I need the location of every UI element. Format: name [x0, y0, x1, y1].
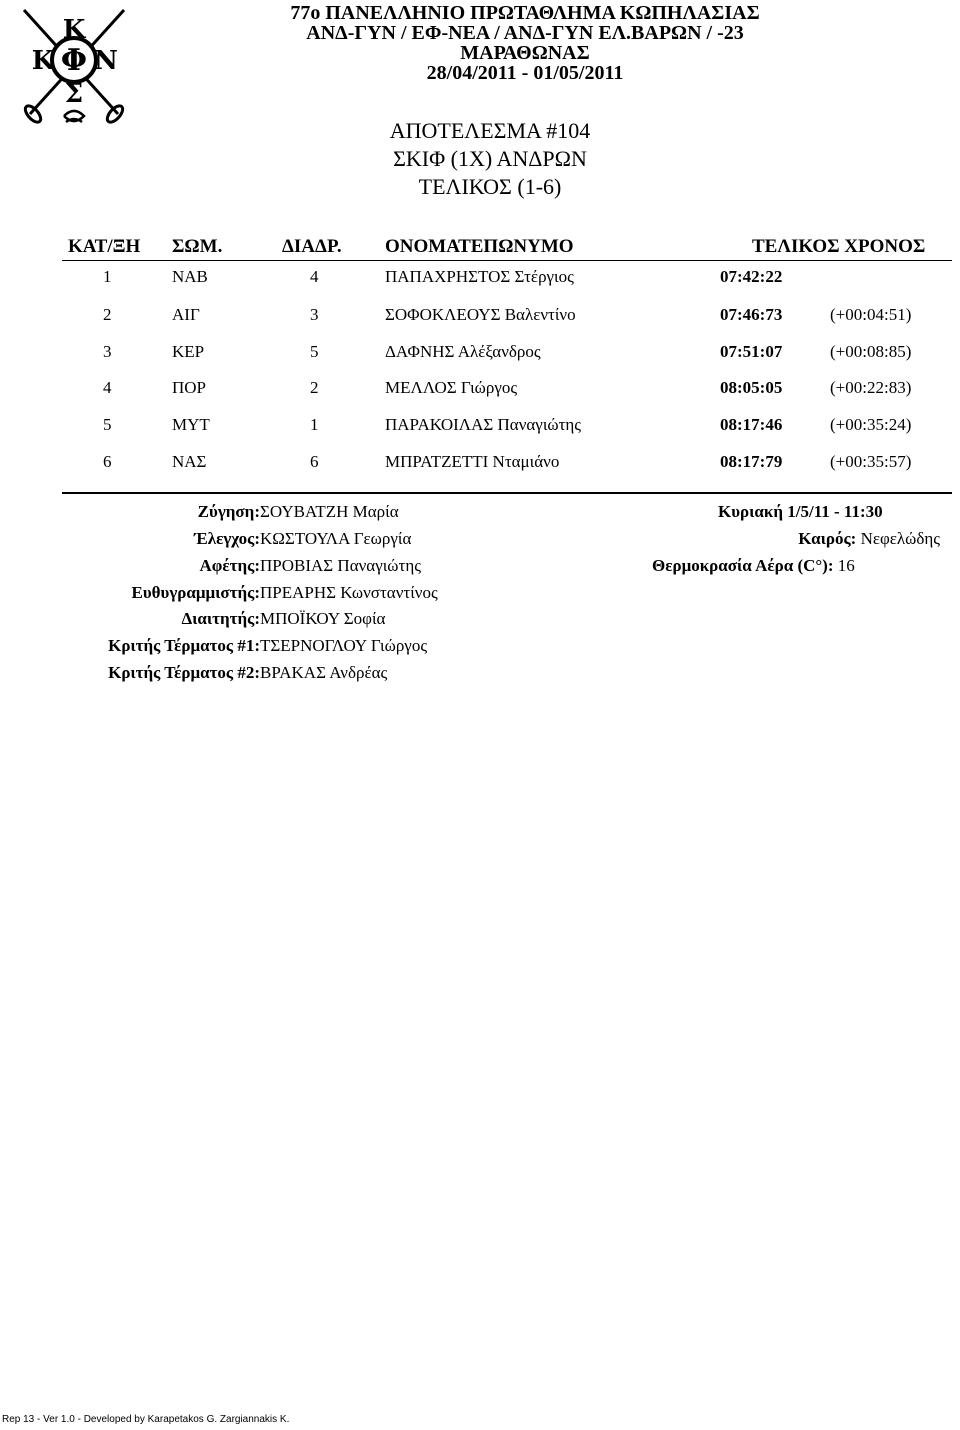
official-value: ΒΡΑΚΑΣ Ανδρέας	[260, 663, 388, 682]
official-label: Αφέτης:	[199, 556, 260, 575]
name-cell: ΔΑΦΝΗΣ Αλέξανδρος	[385, 342, 541, 361]
club-cell: ΠΟΡ	[172, 378, 207, 397]
rank-cell: 1	[103, 267, 112, 286]
logo-letter-sigma: Σ	[64, 79, 84, 109]
official-label: Διαιτητής:	[181, 609, 260, 628]
name-cell: ΣΟΦΟΚΛΕΟΥΣ Βαλεντίνο	[385, 305, 576, 324]
rank-cell: 4	[103, 378, 112, 397]
diff-cell: (+00:04:51)	[830, 305, 912, 324]
time-cell: 07:51:07	[720, 342, 783, 361]
name-cell: ΜΠΡΑΤΖΕΤΤΙ Νταμιάνο	[385, 452, 560, 471]
logo-letter-k: K	[62, 15, 86, 45]
name-cell: ΠΑΠΑΧΡΗΣΤΟΣ Στέργιος	[385, 267, 574, 286]
name-cell: ΠΑΡΑΚΟΙΛΑΣ Παναγιώτης	[385, 415, 582, 434]
club-cell: ΜΥΤ	[172, 415, 210, 434]
official-value: ΤΣΕΡΝΟΓΛΟΥ Γιώργος	[260, 636, 428, 655]
temperature-value: 16	[837, 556, 855, 575]
event-name: ΣΚΙΦ (1Χ) ΑΝΔΡΩΝ	[393, 146, 587, 171]
race-datetime: Κυριακή 1/5/11 - 11:30	[718, 502, 883, 521]
col-lane: ΔΙΑΔΡ.	[282, 236, 342, 257]
weather-value: Νεφελώδης	[860, 529, 940, 548]
championship-title: 77ο ΠΑΝΕΛΛΗΝΙΟ ΠΡΩΤΑΘΛΗΜΑ ΚΩΠΗΛΑΣΙΑΣ	[290, 2, 760, 24]
official-value: ΠΡΟΒΙΑΣ Παναγιώτης	[260, 556, 421, 575]
time-cell: 07:42:22	[720, 267, 783, 286]
col-rank: ΚΑΤ/ΞΗ	[68, 236, 141, 257]
logo-letter-n: N	[94, 46, 118, 76]
table-bottom-divider	[62, 492, 952, 494]
federation-logo	[18, 2, 130, 130]
col-name: ΟΝΟΜΑΤΕΠΩΝΥΜΟ	[385, 236, 574, 257]
air-temperature	[652, 556, 855, 576]
name-cell: ΜΕΛΛΟΣ Γιώργος	[385, 378, 518, 397]
logo-letter-k2: K	[31, 46, 55, 76]
club-cell: ΝΑΣ	[172, 452, 207, 471]
club-cell: ΑΙΓ	[172, 305, 200, 324]
official-label: Ευθυγραμμιστής:	[131, 583, 260, 602]
rank-cell: 6	[103, 452, 112, 471]
temperature-label: Θερμοκρασία Αέρα (C°):	[652, 556, 834, 575]
diff-cell: (+00:35:24)	[830, 415, 912, 434]
dates: 28/04/2011 - 01/05/2011	[426, 62, 624, 84]
time-cell: 08:05:05	[720, 378, 783, 397]
rank-cell: 2	[103, 305, 112, 324]
official-value: ΚΩΣΤΟΥΛΑ Γεωργία	[260, 529, 412, 548]
lane-cell: 1	[310, 415, 319, 434]
venue: ΜΑΡΑΘΩΝΑΣ	[460, 42, 590, 64]
header-divider	[62, 260, 952, 261]
col-time: ΤΕΛΙΚΟΣ ΧΡΟΝΟΣ	[752, 236, 926, 257]
rank-cell: 3	[103, 342, 112, 361]
weather	[798, 529, 940, 549]
official-value: ΜΠΟΪΚΟΥ Σοφία	[260, 609, 386, 628]
official-label: Κριτής Τέρματος #2:	[108, 663, 260, 682]
lane-cell: 5	[310, 342, 319, 361]
official-label: Κριτής Τέρματος #1:	[108, 636, 260, 655]
report-footer: Rep 13 - Ver 1.0 - Developed by Karapetakos G. Zargiannakis K.	[2, 1414, 290, 1425]
diff-cell: (+00:22:83)	[830, 378, 912, 397]
col-club: ΣΩΜ.	[172, 236, 223, 257]
categories-line: ΑΝΔ-ΓΥΝ / ΕΦ-ΝΕΑ / ΑΝΔ-ΓΥΝ ΕΛ.ΒΑΡΩΝ / -23	[306, 22, 744, 44]
diff-cell: (+00:35:57)	[830, 452, 912, 471]
time-cell: 08:17:46	[720, 415, 783, 434]
weather-label: Καιρός:	[798, 529, 857, 548]
club-cell: ΝΑΒ	[172, 267, 208, 286]
time-cell: 07:46:73	[720, 305, 783, 324]
diff-cell: (+00:08:85)	[830, 342, 912, 361]
official-label: Έλεγχος:	[194, 529, 260, 548]
club-cell: ΚΕΡ	[172, 342, 205, 361]
official-value: ΠΡΕΑΡΗΣ Κωνσταντίνος	[260, 583, 438, 602]
race-phase: ΤΕΛΙΚΟΣ (1-6)	[418, 174, 562, 199]
lane-cell: 6	[310, 452, 319, 471]
official-label: Ζύγηση:	[197, 502, 260, 521]
logo-letter-phi: Φ	[60, 43, 88, 78]
time-cell: 08:17:79	[720, 452, 783, 471]
lane-cell: 2	[310, 378, 319, 397]
result-number: ΑΠΟΤΕΛΕΣΜΑ #104	[389, 118, 591, 143]
lane-cell: 3	[310, 305, 319, 324]
official-value: ΣΟΥΒΑΤΖΗ Μαρία	[260, 502, 399, 521]
lane-cell: 4	[310, 267, 319, 286]
rank-cell: 5	[103, 415, 112, 434]
